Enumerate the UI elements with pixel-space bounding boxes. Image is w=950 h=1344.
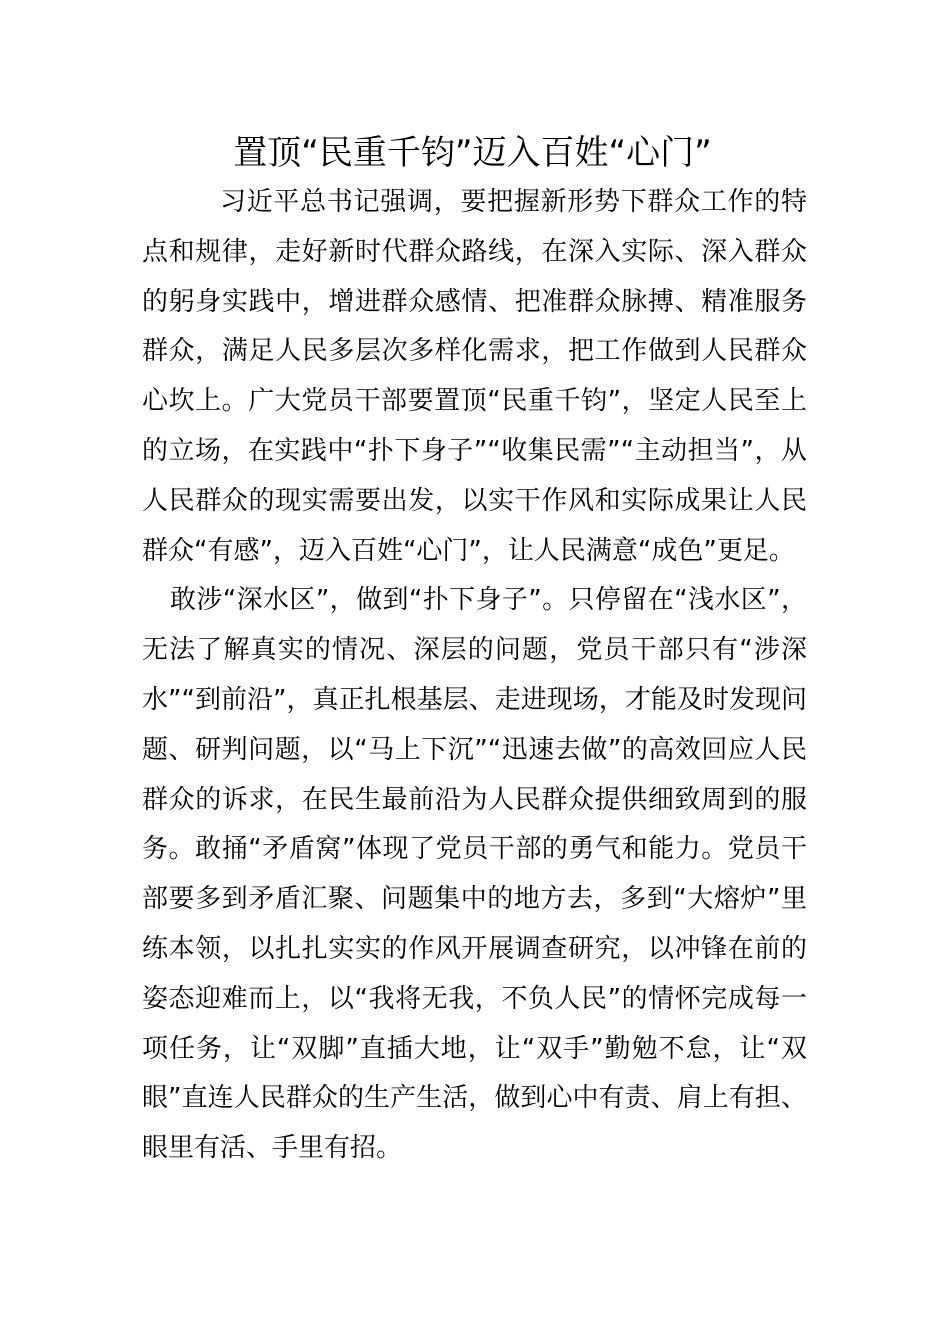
paragraph-intro: 习近平总书记强调，要把握新形势下群众工作的特点和规律，走好新时代群众路线，在深入实际、深入群众的躬身实践中，增进群众感情、把准群众脉搏、精准服务群众，满足人民多层次多样化需求，把工作做到人民群众心坎上。广大党员干部要置顶“民重千钧”，坚定人民至上的立场，在实践中“扑下身子”“收集民需”“主动担当”，从人民群众的现实需要出发，以实干作风和实际成果让人民群众“有感”，迈入百姓“心门”，让人民满意“成色”更足。 [142,187,807,566]
document-body [142,178,807,1174]
document-title: 置顶“民重千钧”迈入百姓“心门” [233,133,712,173]
paragraph-deep-water: 敢涉“深水区”，做到“扑下身子”。只停留在“浅水区”，无法了解真实的情况、深层的问题，党员干部只有“涉深水”“到前沿”，真正扎根基层、走进现场，才能及时发现问题、研判问题，以“马上下沉”“迅速去做”的高效回应人民群众的诉求，在民生最前沿为人民群众提供细致周到的服务。敢捅“矛盾窝”体现了党员干部的勇气和能力。党员干部要多到矛盾汇聚、问题集中的地方去，多到“大熔炉”里练本领，以扎扎实实的作风开展调查研究，以冲锋在前的姿态迎难而上，以“我将无我，不负人民”的情怀完成每一项任务，让“双脚”直插大地，让“双手”勤勉不怠，让“双眼”直连人民群众的生产生活，做到心中有责、肩上有担、眼里有活、手里有招。 [142,585,807,1164]
